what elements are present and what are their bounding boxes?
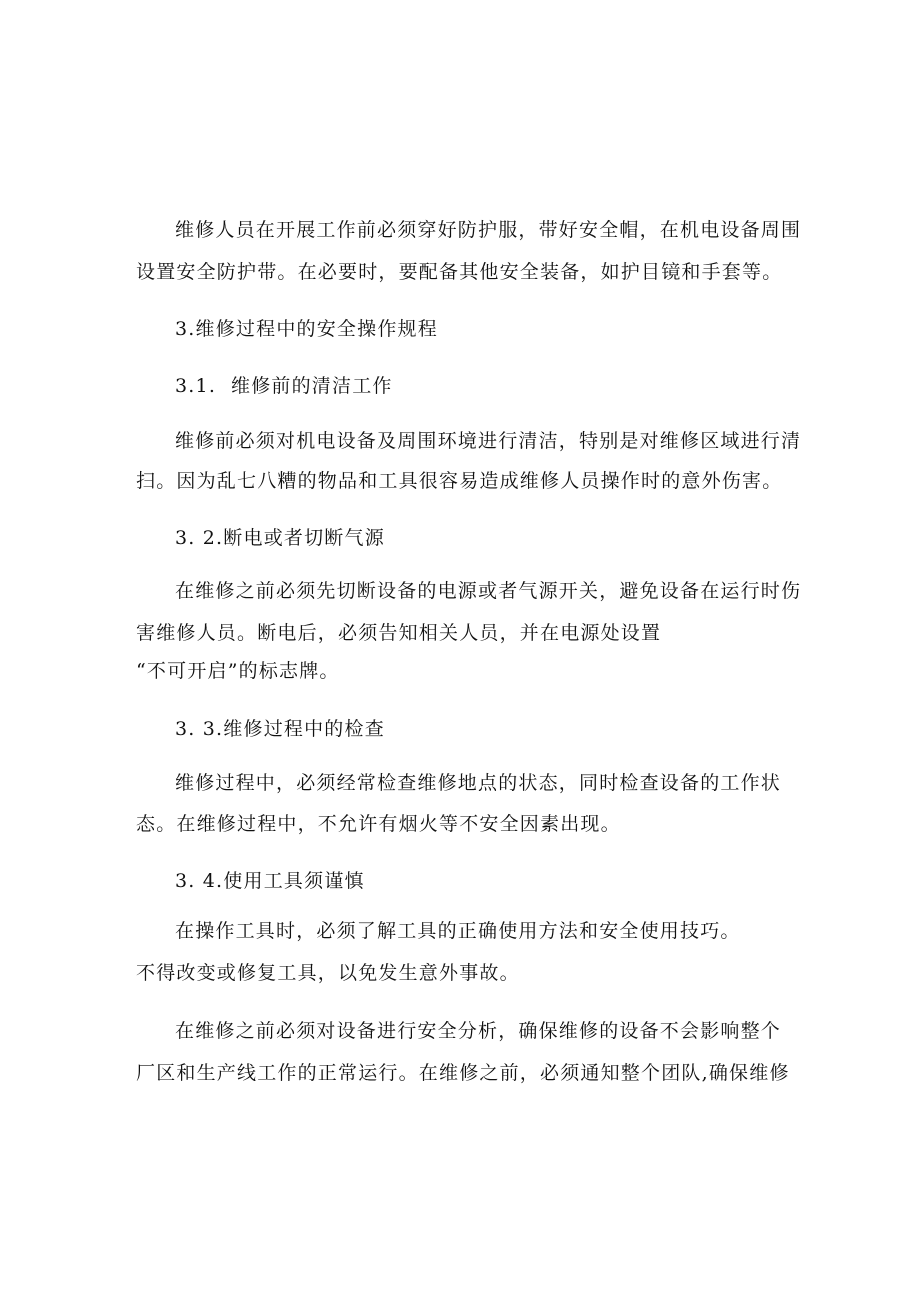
section-3-3-paragraph-line-2: 态。在维修过程中，不允许有烟火等不安全因素出现。 (136, 813, 621, 835)
section-3-2-paragraph-line-3: “不可开启”的标志牌。 (136, 660, 340, 682)
section-3-heading: 3.维修过程中的安全操作规程 (175, 318, 438, 340)
section-3-2-paragraph-line-1: 在维修之前必须先切断设备的电源或者气源开关，避免设备在运行时伤 (175, 580, 802, 602)
closing-paragraph-line-1: 在维修之前必须对设备进行安全分析，确保维修的设备不会影响整个 (175, 1020, 782, 1042)
section-3-1-number: 3.1. (175, 375, 217, 397)
closing-paragraph-line-2: 厂区和生产线工作的正常运行。在维修之前，必须通知整个团队,确保维修 (136, 1062, 790, 1084)
section-3-1-paragraph-line-2: 扫。因为乱七八糟的物品和工具很容易造成维修人员操作时的意外伤害。 (136, 470, 783, 492)
section-3-4-paragraph-line-2: 不得改变或修复工具，以免发生意外事故。 (136, 962, 520, 984)
intro-paragraph-line-2: 设置安全防护带。在必要时，要配备其他安全装备，如护目镜和手套等。 (136, 261, 783, 283)
section-3-1-title: 维修前的清洁工作 (231, 375, 393, 397)
section-3-2-paragraph-line-2: 害维修人员。断电后，必须告知相关人员，并在电源处设置 (136, 622, 662, 644)
intro-paragraph-line-1: 维修人员在开展工作前必须穿好防护服，带好安全帽，在机电设备周围 (175, 219, 802, 241)
section-3-3-paragraph-line-1: 维修过程中，必须经常检查维修地点的状态，同时检查设备的工作状 (175, 772, 782, 794)
section-3-2-heading: 3. 2.断电或者切断气源 (175, 527, 385, 549)
section-3-4-heading: 3. 4.使用工具须谨慎 (175, 870, 365, 892)
section-3-1-paragraph-line-1: 维修前必须对机电设备及周围环境进行清洁，特别是对维修区域进行清 (175, 430, 802, 452)
section-3-3-heading: 3. 3.维修过程中的检查 (175, 718, 385, 740)
section-3-4-paragraph-line-1: 在操作工具时，必须了解工具的正确使用方法和安全使用技巧。 (175, 920, 741, 942)
